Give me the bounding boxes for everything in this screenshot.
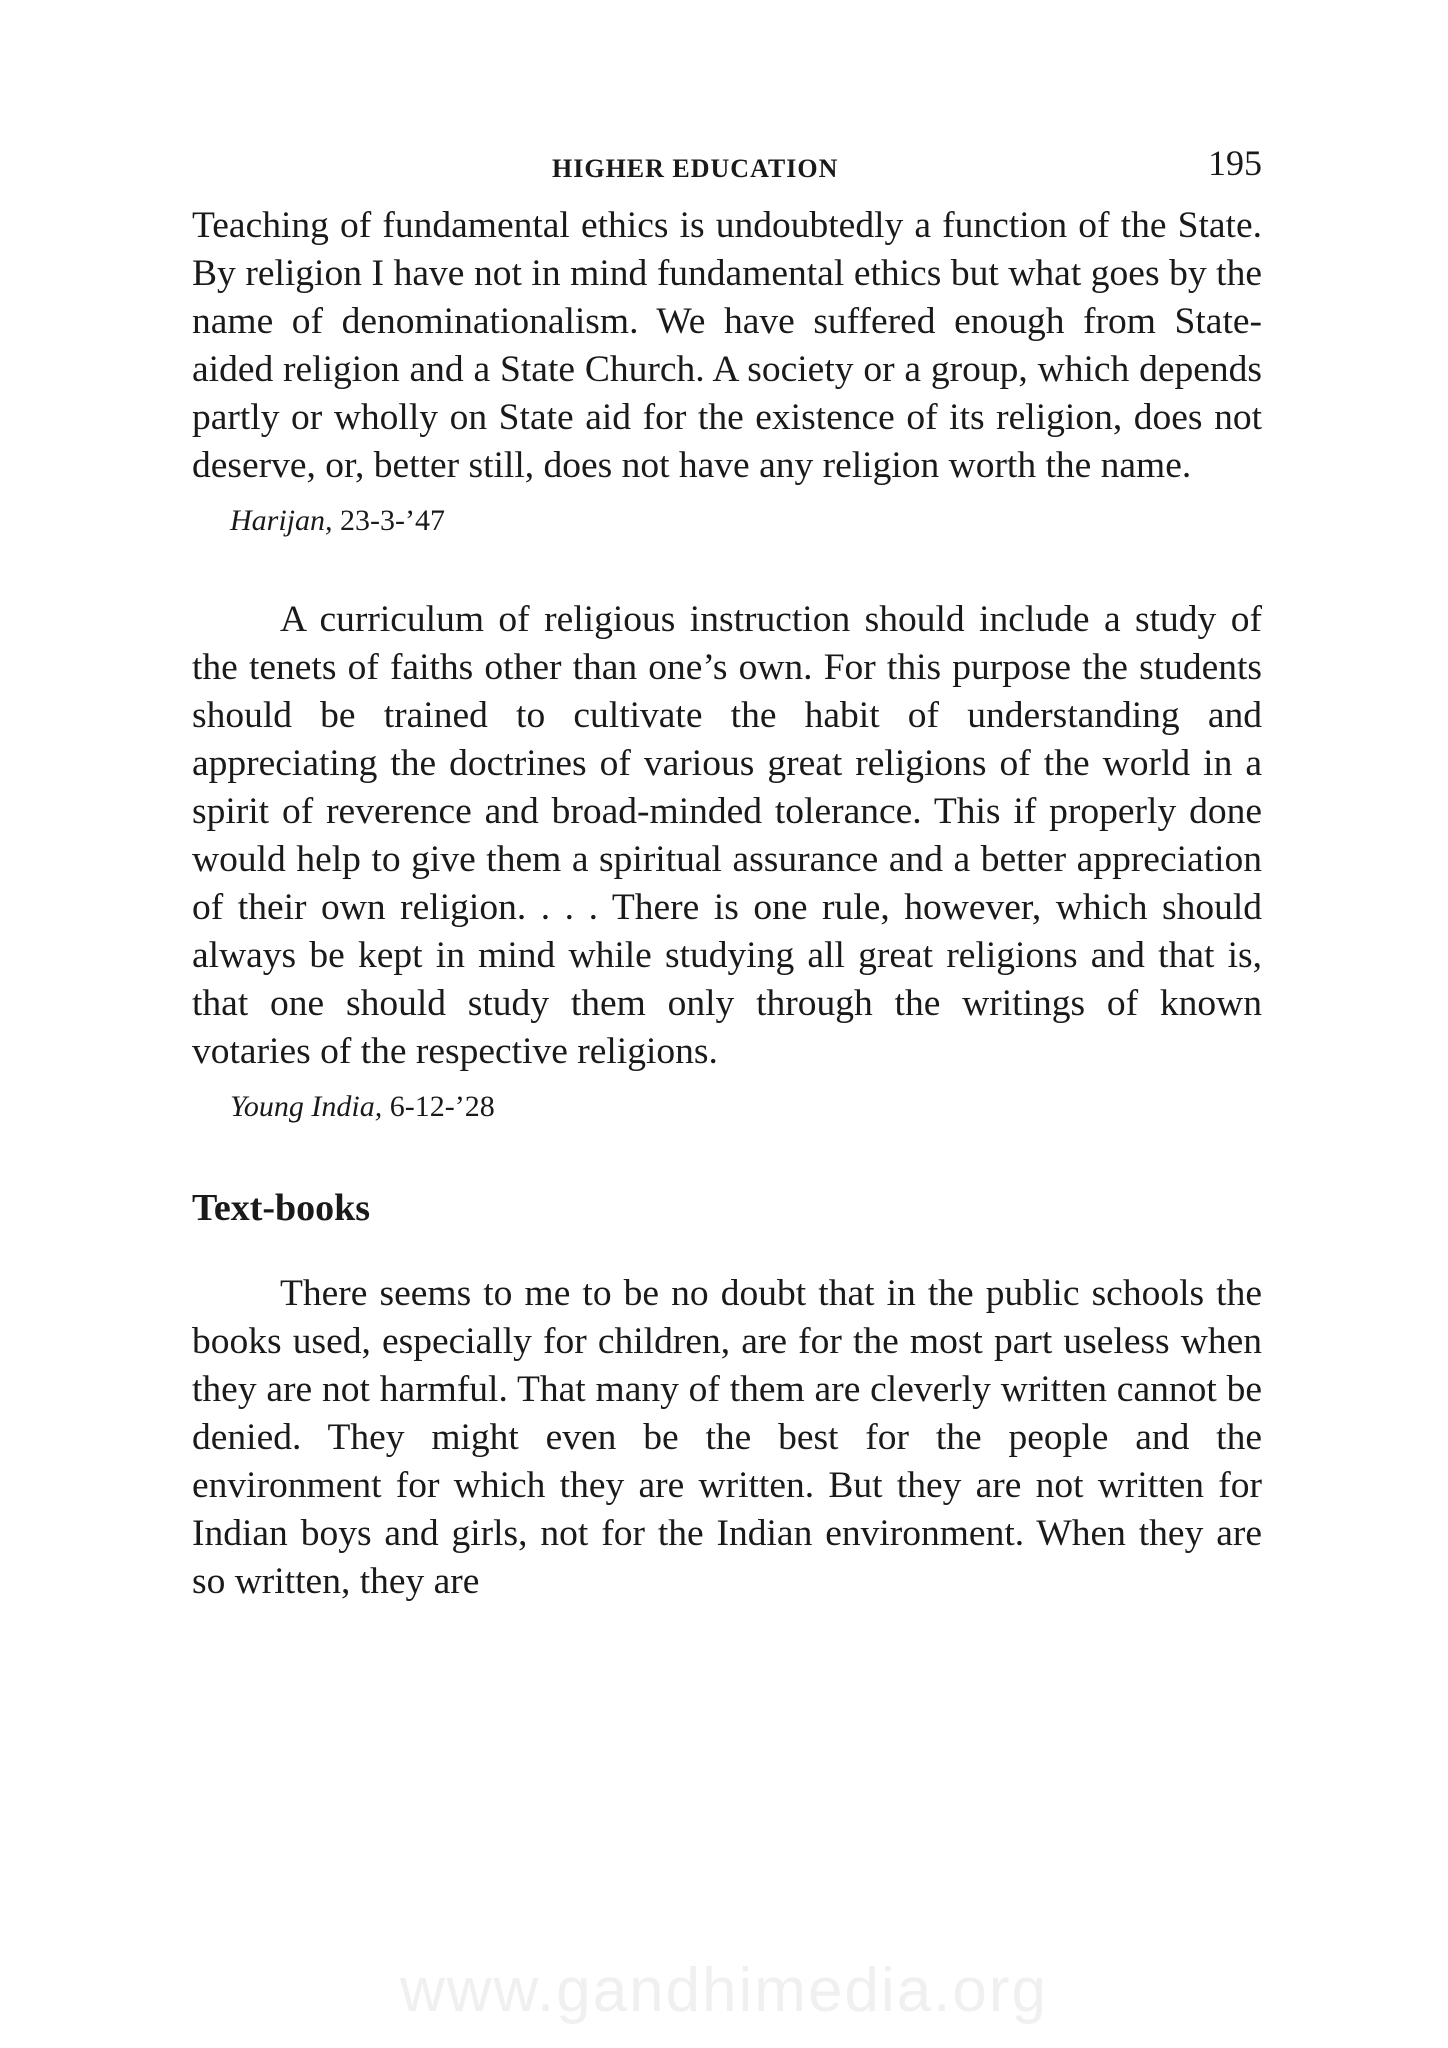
source-date: 23-3-’47 — [340, 504, 445, 537]
paragraph-ethics: Teaching of fundamental ethics is undoubtedly a function of the State. By religion I have not in mind fundamental ethics but what goes by the name of denominationalism. We have suffered enough from State-aided religion and a State Church. A society or a group, which depends partly or wholly on State aid for the existence of its religion, does not deserve, or, better still, does not have any religion worth the name. — [192, 205, 1262, 486]
running-title: HIGHER EDUCATION — [552, 154, 839, 183]
watermark-text: www.gandhimedia.org — [399, 1956, 1048, 2025]
page-number: 195 — [1208, 143, 1262, 183]
paragraph-textbooks: There seems to me to be no doubt that in the public schools the books used, especially for children, are for the most part useless when they are not harmful. That many of them are cleverly written cannot be denied. They might even be the best for the people and the environment for which they are written. But they are not written for Indian boys and girls, not for the Indian environment. When they are so written, they are — [192, 1273, 1262, 1602]
paragraph-curriculum: A curriculum of religious instruction should include a study of the tenets of faiths other than one’s own. For this purpose the students should be trained to cultivate the habit of understanding and appreciating the doctrines of various great religions of the world in a spirit of reverence and broad-minded tolerance. This if properly done would help to give them a spiritual assurance and a better appreciation of their own religion. . . . There is one rule, however, which should always be kept in mind while studying all great religions and that is, that one should study them only through the writings of known votaries of the respective religions. — [192, 599, 1262, 1072]
section-heading: Text-books — [192, 1187, 371, 1229]
source-citation-young-india — [230, 1088, 1262, 1126]
source-publication: Harijan, — [230, 504, 333, 537]
running-header — [192, 143, 1262, 192]
source-date: 6-12-’28 — [389, 1090, 495, 1123]
book-page — [192, 143, 1262, 1606]
paragraph-gap — [192, 540, 1262, 596]
source-citation-harijan — [230, 502, 1262, 540]
source-publication: Young India, — [230, 1090, 383, 1123]
